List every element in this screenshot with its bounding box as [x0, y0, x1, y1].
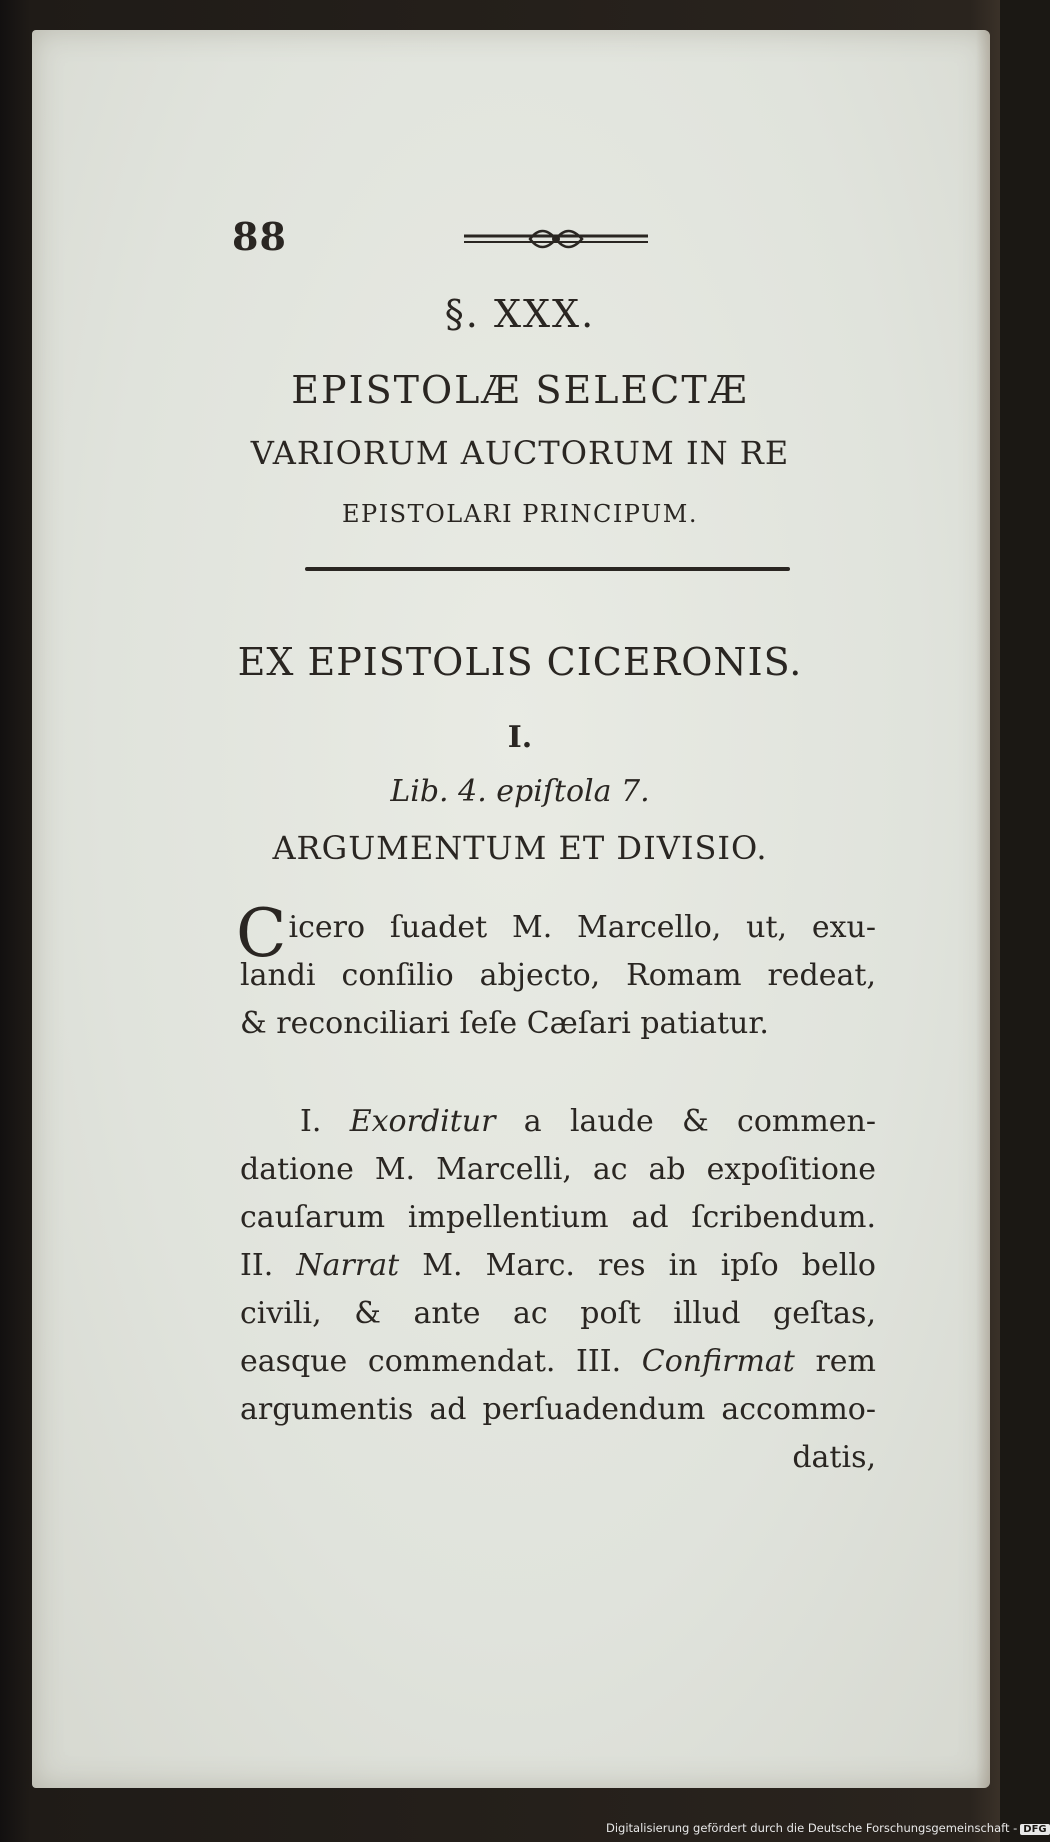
title-line-1: EPISTOLÆ SELECTÆ [291, 368, 749, 412]
p2-l4-em: Narrat [296, 1248, 400, 1283]
subtitle-heading: EX EPISTOLIS CICERONIS. [237, 640, 803, 684]
title-line-3: EPISTOLARI PRINCIPUM. [342, 500, 698, 528]
paragraph-2-line-4 [240, 1242, 876, 1290]
paragraph-2-line-2: datione M. Marcelli, ac ab expoſitione [240, 1152, 876, 1187]
page-header [232, 214, 662, 258]
p2-l6-a: easque commendat. III. [240, 1344, 642, 1379]
title-line-2: VARIORUM AUCTORUM IN RE [250, 434, 790, 472]
paragraph-1-line-3: & reconciliari ſeſe Cæſari patiatur. [240, 1006, 769, 1041]
p2-l6-b: rem [794, 1344, 876, 1379]
p2-l1-b: a laude & commen- [495, 1104, 876, 1139]
paragraph-2-line-3: cauſarum impellentium ad ſcribendum. [240, 1200, 876, 1235]
p2-l4-b: M. Marc. res in ipſo bello [399, 1248, 876, 1283]
paragraph-1-line-2: landi conſilio abjecto, Romam redeat, [240, 958, 876, 993]
letter-number: I. [507, 720, 533, 755]
argument-heading: ARGUMENTUM ET DIVISIO. [272, 829, 768, 867]
section-mark: §. XXX. [444, 292, 596, 336]
horizontal-rule [305, 567, 790, 571]
p2-l6-em: Confirmat [641, 1344, 795, 1379]
paragraph-1-line-1 [236, 895, 876, 972]
paragraph-2-line-6 [240, 1338, 876, 1386]
paragraph-2-line-5: civili, & ante ac poſt illud geſtas, [240, 1296, 876, 1331]
catchword: datis, [792, 1440, 876, 1475]
paragraph-2-line-1 [300, 1098, 876, 1146]
dfg-logo: DFG [1020, 1824, 1049, 1835]
digitization-credit [606, 1821, 1047, 1839]
credit-text: Digitalisierung gefördert durch die Deutsche Forschungsgemeinschaft - [606, 1821, 1018, 1835]
drop-cap: C [236, 895, 287, 972]
p2-l1-em: Exorditur [349, 1104, 496, 1139]
ornament-divider-icon [460, 226, 652, 254]
paragraph-2-line-7: argumentis ad perſuadendum accommo- [240, 1392, 876, 1427]
paragraph-1-line-1-text: icero ſuadet M. Marcello, ut, exu- [288, 910, 876, 945]
book-reference: Lib. 4. epiſtola 7. [390, 774, 650, 809]
p2-l4-a: II. [240, 1248, 297, 1283]
p2-l1-a: I. [300, 1104, 350, 1139]
page-number: 88 [232, 214, 287, 259]
